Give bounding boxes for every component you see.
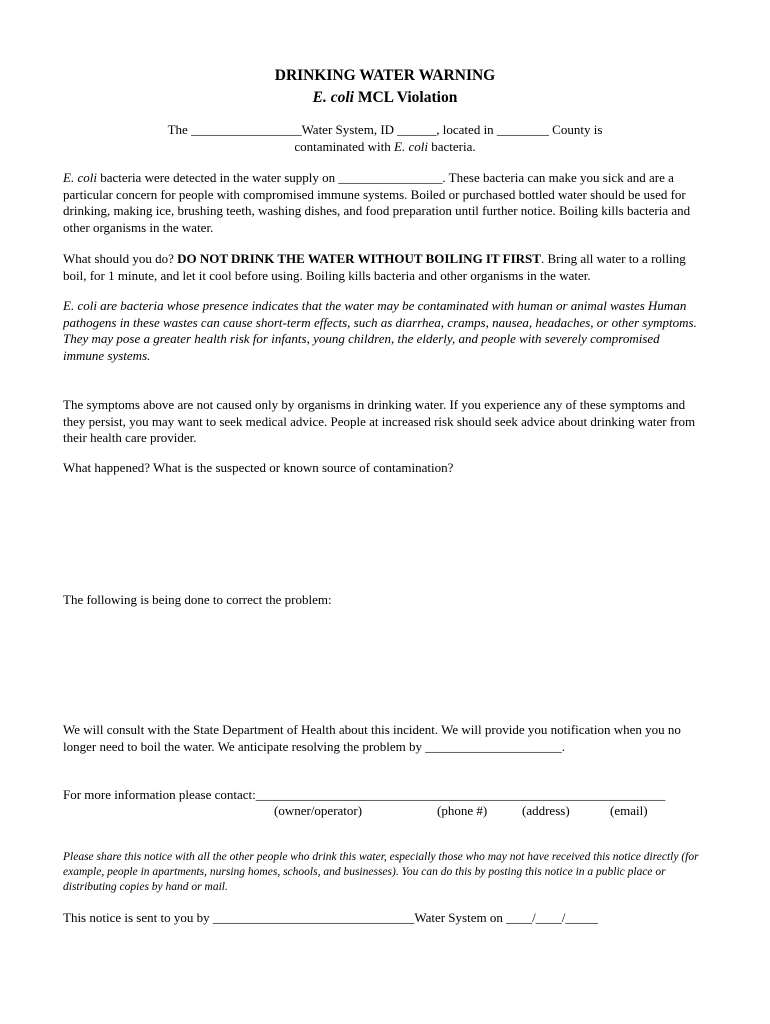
contact-label-address: (address) [522, 803, 570, 818]
what-to-do-paragraph [63, 251, 703, 284]
subtitle-organism: E. coli [312, 89, 354, 106]
contact-label-phone: (phone #) [437, 803, 488, 818]
boil-warning: DO NOT DRINK THE WATER WITHOUT BOILING IT FIRST [177, 251, 541, 266]
sender-line: This notice is sent to you by _______________________________Water System on ____/____/_____ [63, 910, 598, 925]
intro-line-1: The _________________Water System, ID ______, located in ________ County is [167, 122, 603, 137]
intro-line-2-prefix: contaminated with [294, 139, 395, 154]
what-to-do-suffix: . Bring all water to a rolling boil, for 1 minute, and let it cool before using. Boiling kills bacteria and other organisms in the water. [63, 251, 686, 283]
notice-subtitle [0, 88, 770, 108]
consult-paragraph: We will consult with the State Department of Health about this incident. We will provide you notification when you no longer need to boil the water. We anticipate resolving the problem by _____________________. [63, 722, 681, 754]
intro-line-2 [0, 139, 770, 156]
correction-heading: The following is being done to correct the problem: [63, 592, 332, 607]
detection-text: bacteria were detected in the water supply on ________________. These bacteria can make you sick and are a particular concern for people with compromised immune systems. Boiled or purchased bottled water should be used for drinking, making ice, brushing teeth, washing dishes, and food preparation until further notice. Boiling kills bacteria and other organisms in the water. [63, 170, 691, 235]
contact-line: For more information please contact:_______________________________________________________________ [63, 787, 666, 802]
health-effects-paragraph: E. coli are bacteria whose presence indicates that the water may be contaminated with human or animal wastes Human pathogens in these wastes can cause short-term effects, such as diarrhea, cramps, nausea, headaches, or other symptoms. They may pose a greater health risk for infants, young children, the elderly, and people with severely compromised immune systems. [63, 298, 697, 363]
source-question: What happened? What is the suspected or known source of contamination? [63, 460, 454, 475]
intro-line-2-suffix: bacteria. [427, 139, 476, 154]
subtitle-violation: MCL Violation [353, 89, 458, 106]
intro-line-2-organism: E. coli [394, 139, 428, 154]
symptoms-paragraph: The symptoms above are not caused only by organisms in drinking water. If you experience any of these symptoms and they persist, you may want to seek medical advice. People at increased risk should seek advice about drinking water from their health care provider. [63, 397, 696, 445]
detection-organism: E. coli [63, 170, 97, 185]
detection-paragraph [63, 170, 703, 236]
share-notice-paragraph: Please share this notice with all the other people who drink this water, especially those who may not have received this notice directly (for example, people in apartments, nursing homes, schools, and businesses). You can do this by posting this notice in a public place or distributing copies by hand or mail. [63, 851, 699, 893]
what-to-do-prefix: What should you do? [63, 251, 178, 266]
notice-title: DRINKING WATER WARNING [274, 67, 496, 84]
contact-label-email: (email) [610, 803, 648, 818]
contact-label-owner: (owner/operator) [274, 803, 363, 818]
